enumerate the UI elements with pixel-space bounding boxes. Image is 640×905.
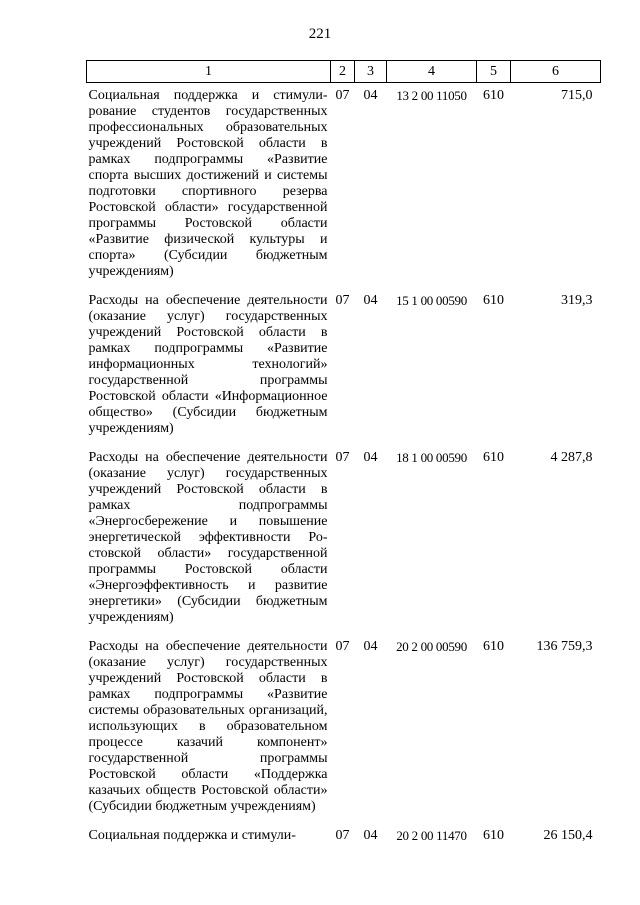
- row-target-code: 13 2 00 11050: [396, 88, 467, 103]
- row-amount: 715,0: [561, 88, 593, 103]
- row-expense-type: 610: [483, 828, 504, 843]
- row-target-code: 20 2 00 11470: [396, 828, 467, 843]
- table-row: [87, 823, 601, 852]
- header-col-5: 5: [477, 61, 511, 83]
- budget-table: [86, 60, 601, 852]
- table-row: [87, 445, 601, 634]
- header-row: [87, 61, 601, 83]
- row-amount: 136 759,3: [536, 639, 593, 654]
- row-description: Социальная поддержка и стимули-: [88, 828, 296, 843]
- row-subsection: 04: [363, 293, 378, 308]
- row-target-code: 15 1 00 00590: [396, 293, 467, 308]
- row-target-code: 20 2 00 00590: [396, 639, 467, 654]
- row-section: 07: [335, 450, 350, 465]
- row-amount: 4 287,8: [550, 450, 593, 465]
- table-row: [87, 288, 601, 445]
- row-description: Расходы на обеспечение деятельности (оказание услуг) государственных учреждений Ростовской области в рамках подпрограммы «Развитие информационных технологий» государственной программы Ростовской области «Информационное общество» (Субсидии бюджетным учреждениям): [88, 293, 328, 436]
- row-section: 07: [335, 293, 350, 308]
- row-section: 07: [335, 639, 350, 654]
- row-expense-type: 610: [483, 639, 504, 654]
- row-subsection: 04: [363, 88, 378, 103]
- row-section: 07: [335, 828, 350, 843]
- header-col-2: 2: [331, 61, 355, 83]
- row-expense-type: 610: [483, 88, 504, 103]
- table-row: [87, 634, 601, 823]
- header-col-4: 4: [387, 61, 477, 83]
- row-section: 07: [335, 88, 350, 103]
- row-description: Социальная поддержка и стимулирование студентов государственных профессиональных образовательных учреждений Ростовской области в рамках подпрограммы «Развитие спорта высших достижений и системы подготовки спортивного резерва Ростовской области» государственной программы Ростовской области «Развитие физической культуры и спорта» (Субсидии бюджетным учреждениям): [88, 88, 328, 279]
- header-col-1: 1: [87, 61, 331, 83]
- row-expense-type: 610: [483, 450, 504, 465]
- page-number: 221: [308, 26, 332, 42]
- row-description: Расходы на обеспечение деятельности (оказание услуг) государственных учреждений Ростовской области в рамках подпрограммы «Энергосбережение и повышение энергетической эффективности Ростовской области» государственной программы Ростовской области «Энергоэффективность и развитие энергетики» (Субсидии бюджетным учреждениям): [88, 450, 328, 625]
- row-subsection: 04: [363, 450, 378, 465]
- row-target-code: 18 1 00 00590: [396, 450, 467, 465]
- row-subsection: 04: [363, 639, 378, 654]
- row-amount: 26 150,4: [543, 828, 593, 843]
- row-description: Расходы на обеспечение деятельности (оказание услуг) государственных учреждений Ростовской области в рамках подпрограммы «Развитие системы образовательных организаций, использующих в образовательном процессе казачий компонент» государственной программы Ростовской области «Поддержка казачьих обществ Ростовской области» (Субсидии бюджетным учреждениям): [88, 639, 328, 814]
- table-row: [87, 83, 601, 289]
- row-expense-type: 610: [483, 293, 504, 308]
- row-subsection: 04: [363, 828, 378, 843]
- header-col-6: 6: [511, 61, 601, 83]
- row-amount: 319,3: [561, 293, 593, 308]
- header-col-3: 3: [355, 61, 387, 83]
